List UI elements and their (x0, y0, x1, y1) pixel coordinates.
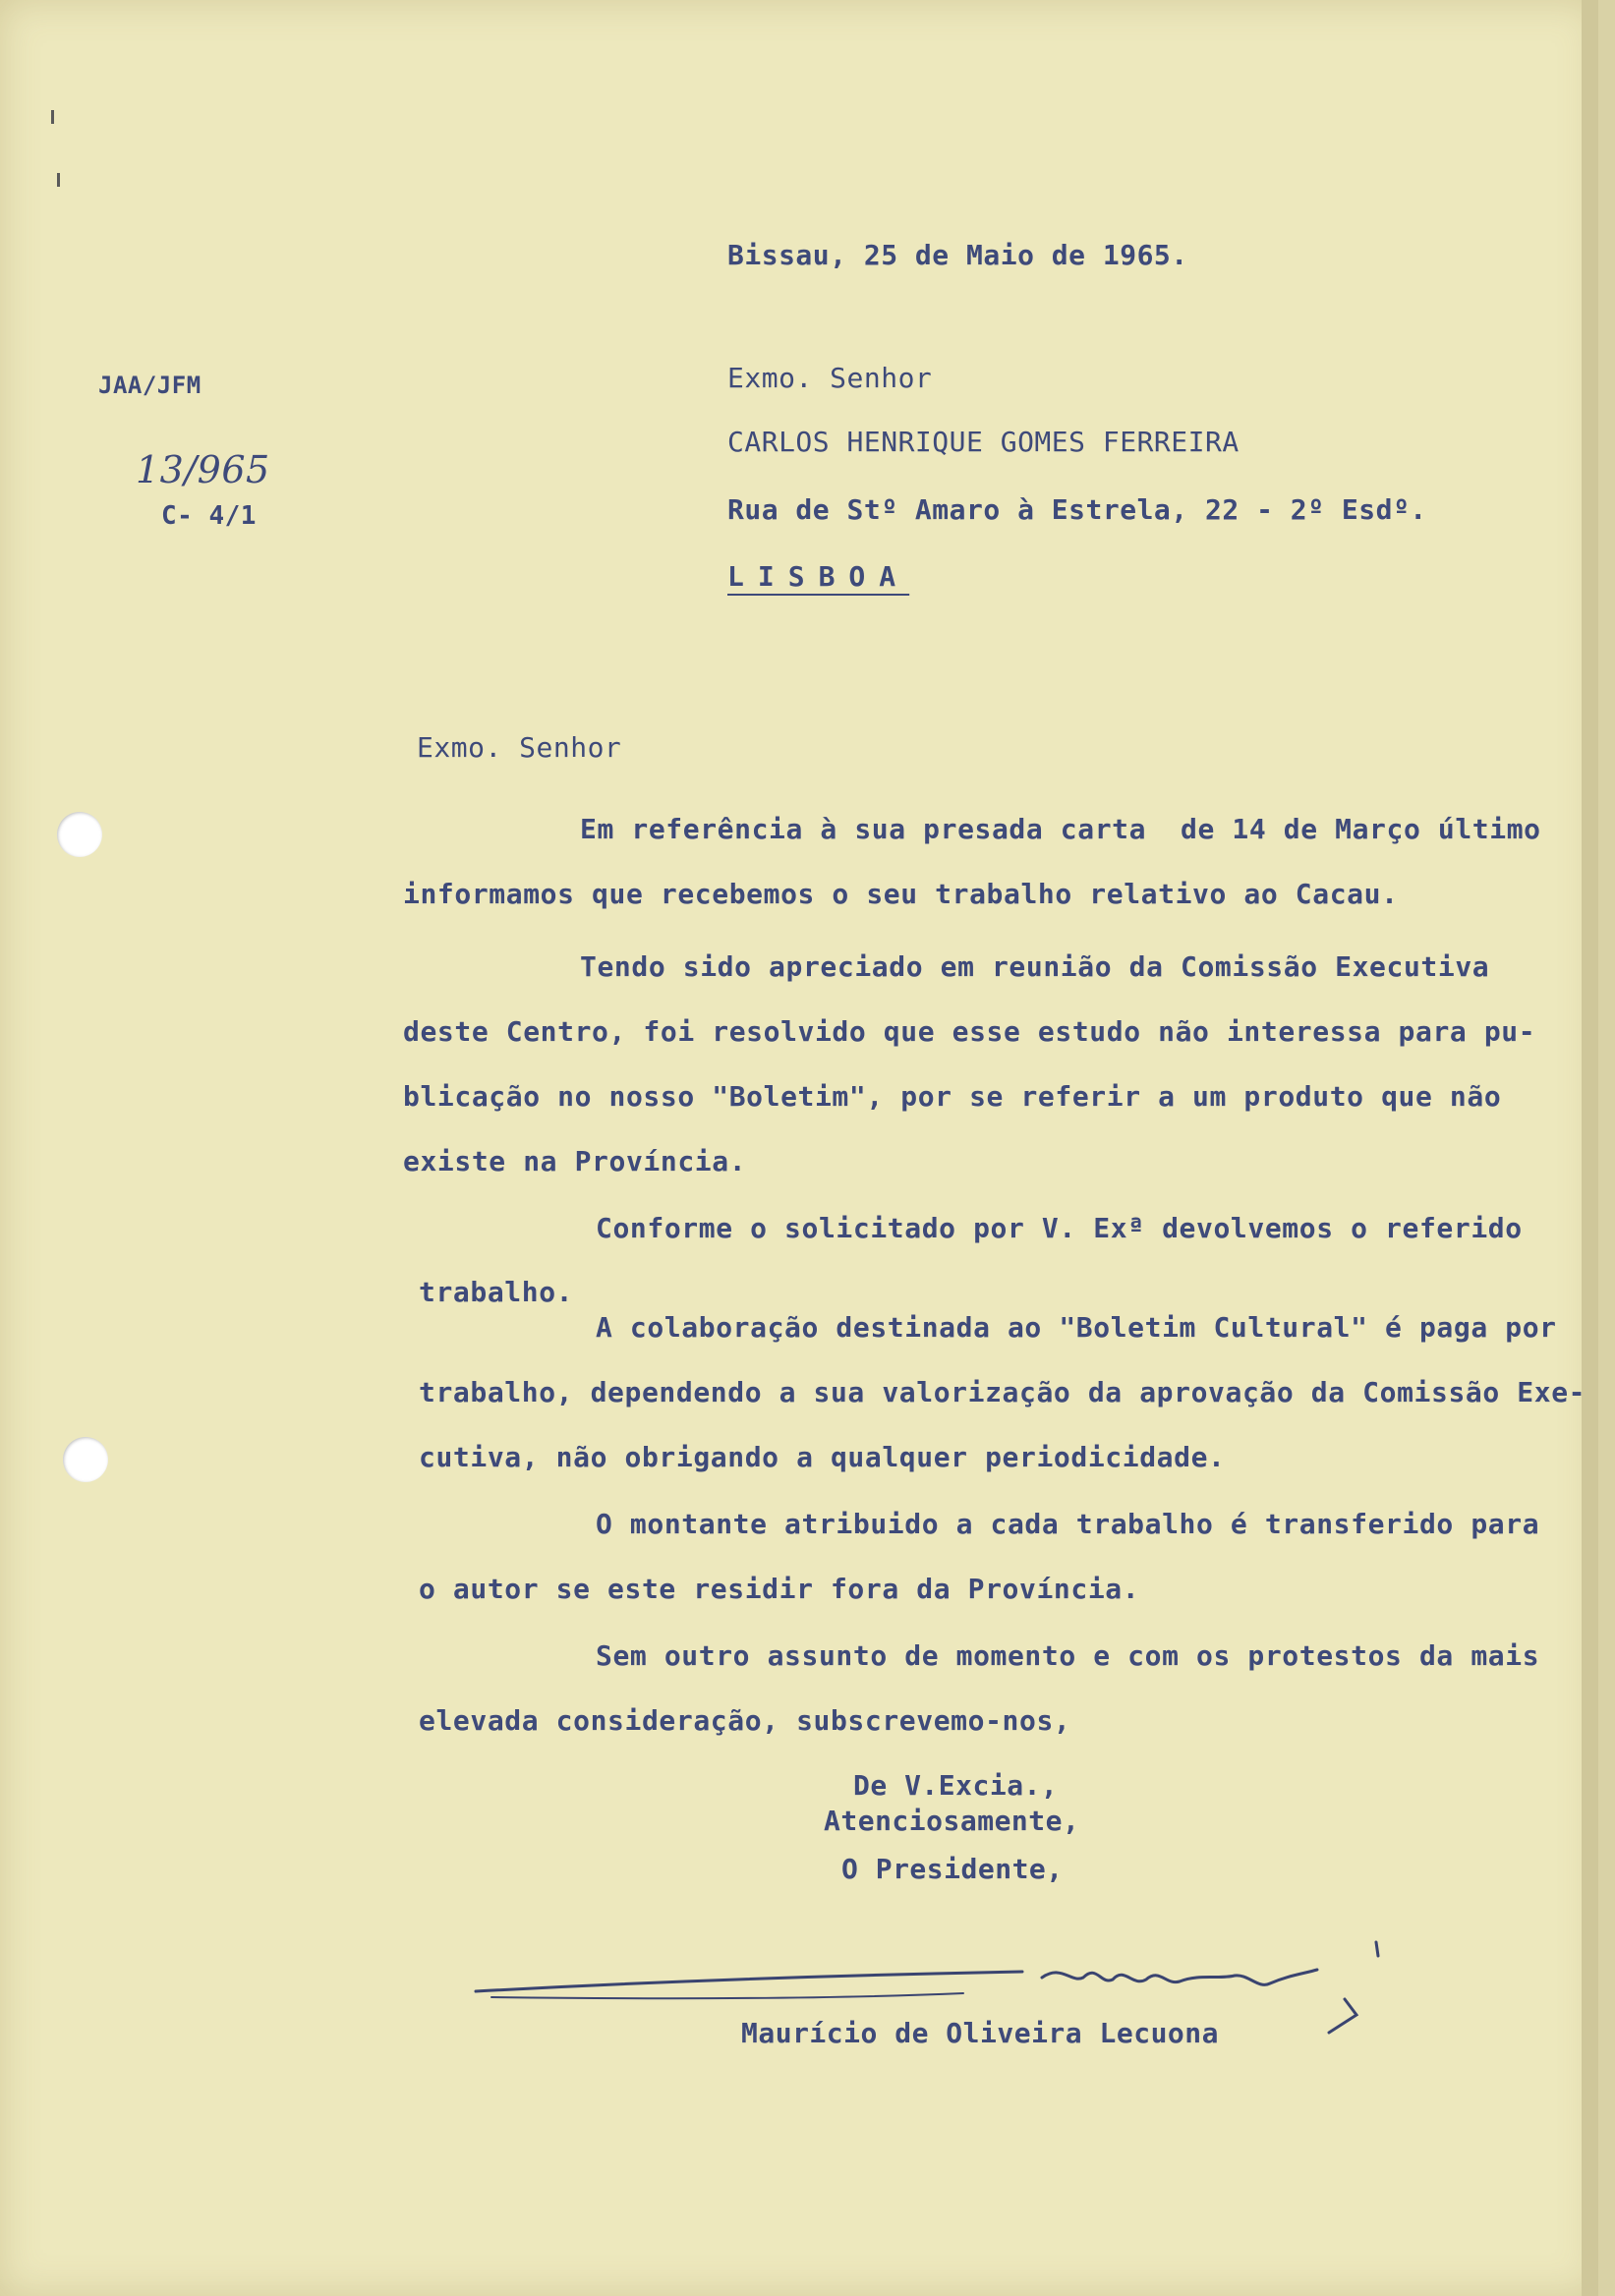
page-edge (1582, 0, 1598, 2296)
recipient-salutation: Exmo. Senhor (727, 362, 933, 394)
body-line: trabalho, dependendo a sua valorização da aprovação da Comissão Exe- (419, 1376, 1586, 1408)
body-line: o autor se este residir fora da Província. (419, 1573, 1140, 1605)
body-line: deste Centro, foi resolvido que esse estudo não interessa para pu- (403, 1015, 1536, 1048)
body-line: cutiva, não obrigando a qualquer periodicidade. (419, 1441, 1226, 1473)
closing-line-3: O Presidente, (841, 1853, 1064, 1885)
recipient-name: CARLOS HENRIQUE GOMES FERREIRA (727, 426, 1240, 458)
body-line: Em referência à sua presada carta de 14 de Março último (580, 813, 1541, 845)
place-date: Bissau, 25 de Maio de 1965. (727, 239, 1188, 271)
body-line: Conforme o solicitado por V. Exª devolvemos o referido (596, 1212, 1523, 1244)
body-line: Tendo sido apreciado em reunião da Comissão Executiva (580, 950, 1490, 983)
body-line: blicação no nosso "Boletim", por se referir a um produto que não (403, 1080, 1502, 1113)
letter-opening: Exmo. Senhor (417, 731, 622, 764)
signatory-name: Maurício de Oliveira Lecuona (741, 2017, 1220, 2049)
margin-mark (57, 173, 60, 187)
closing-line-2: Atenciosamente, (824, 1805, 1080, 1837)
recipient-address: Rua de Stº Amaro à Estrela, 22 - 2º Esdº. (727, 493, 1427, 526)
punch-hole (57, 812, 102, 857)
body-line: O montante atribuido a cada trabalho é transferido para (596, 1508, 1540, 1540)
margin-mark (51, 110, 54, 124)
recipient-city: LISBOA (727, 560, 910, 593)
reference-code: C- 4/1 (161, 501, 257, 531)
punch-hole (63, 1437, 108, 1482)
body-line: Sem outro assunto de momento e com os protestos da mais (596, 1639, 1540, 1672)
reference-initials: JAA/JFM (98, 372, 202, 399)
body-line: informamos que recebemos o seu trabalho relativo ao Cacau. (403, 878, 1399, 910)
body-line: elevada consideração, subscrevemo-nos, (419, 1704, 1071, 1737)
reference-number: 13/965 (136, 448, 270, 491)
body-line: A colaboração destinada ao "Boletim Cultural" é paga por (596, 1311, 1557, 1344)
body-line: existe na Província. (403, 1145, 747, 1177)
closing-line-1: De V.Excia., (853, 1769, 1059, 1802)
body-line: trabalho. (419, 1276, 574, 1308)
